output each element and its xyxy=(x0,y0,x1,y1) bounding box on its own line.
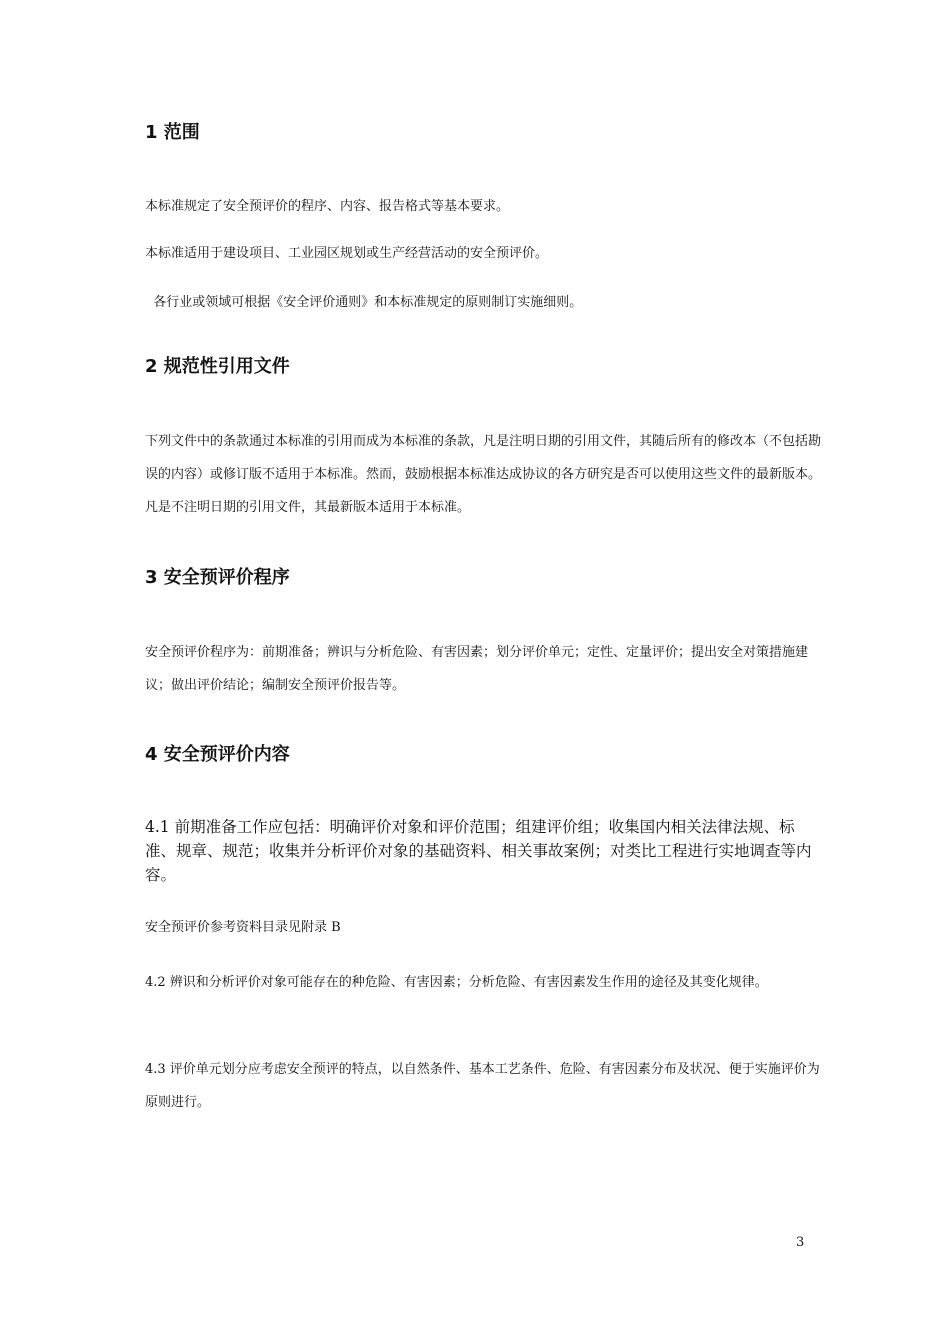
section-1-paragraph-2: 本标准适用于建设项目、工业园区规划或生产经营活动的安全预评价。 xyxy=(145,246,549,261)
section-1-paragraph-3: 各行业或领域可根据《安全评价通则》和本标准规定的原则制订实施细则。 xyxy=(145,295,583,310)
page-number: 3 xyxy=(796,1235,805,1250)
section-3-paragraph-1: 安全预评价程序为：前期准备；辨识与分析危险、有害因素；划分评价单元；定性、定量评价；提出安全对策措施建议；做出评价结论；编制安全预评价报告等。 xyxy=(145,645,809,693)
section-4-appendix-note: 安全预评价参考资料目录见附录 B xyxy=(145,920,341,935)
section-2-heading: 2 规范性引用文件 xyxy=(145,356,290,377)
section-1-heading: 1 范围 xyxy=(145,122,200,143)
section-4-paragraph-4-2: 4.2 辨识和分析评价对象可能存在的种危险、有害因素；分析危险、有害因素发生作用的途径及其变化规律。 xyxy=(145,975,768,990)
section-3-heading: 3 安全预评价程序 xyxy=(145,567,290,588)
section-4-paragraph-4-1: 4.1 前期准备工作应包括：明确评价对象和评价范围；组建评价组；收集国内相关法律法规、标准、规章、规范；收集并分析评价对象的基础资料、相关事故案例；对类比工程进行实地调查等内容。 xyxy=(145,818,812,884)
section-4-heading: 4 安全预评价内容 xyxy=(145,744,290,765)
section-2-paragraph-1: 下列文件中的条款通过本标准的引用而成为本标准的条款，凡是注明日期的引用文件，其随后所有的修改本（不包括勘误的内容）或修订版不适用于本标准。然而，鼓励根据本标准达成协议的各方研究是否可以使用这些文件的最新版本。凡是不注明日期的引用文件，其最新版本适用于本标准。 xyxy=(145,434,822,515)
section-4-paragraph-4-3: 4.3 评价单元划分应考虑安全预评的特点，以自然条件、基本工艺条件、危险、有害因素分布及状况、便于实施评价为原则进行。 xyxy=(145,1062,820,1110)
section-1-paragraph-1: 本标准规定了安全预评价的程序、内容、报告格式等基本要求。 xyxy=(145,199,510,214)
